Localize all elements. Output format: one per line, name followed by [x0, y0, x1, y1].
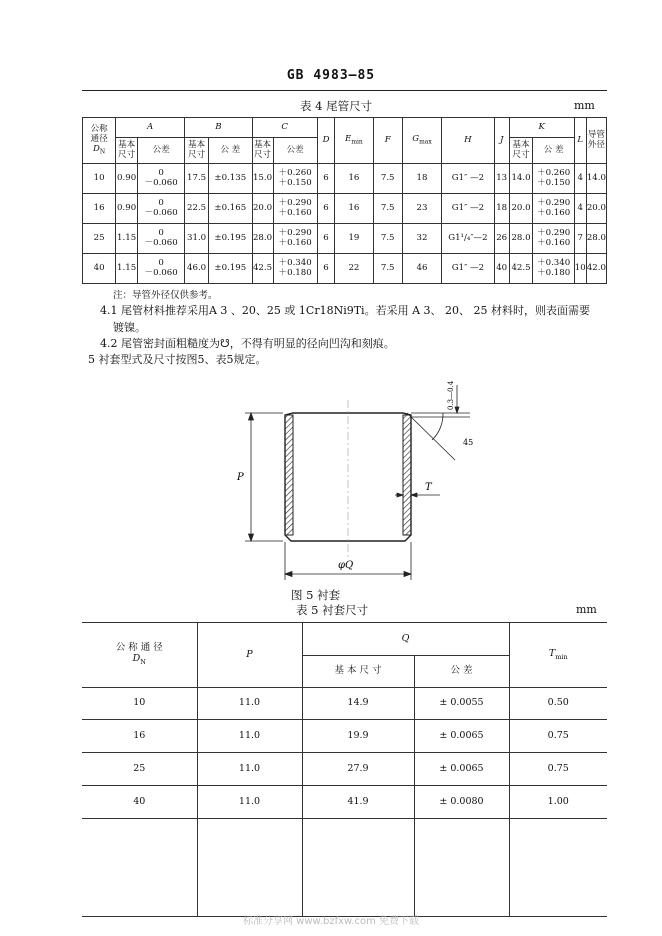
t5-hdr-t: $T_{min}$	[509, 623, 607, 688]
cell-a-tol: 0 －0.060	[138, 194, 185, 224]
table-row	[82, 786, 607, 819]
sub-a-basic: 基本 尺寸	[116, 138, 138, 164]
cell-h: G1¹/₄″—2	[442, 224, 495, 254]
cell-b-tol: ±0.165	[209, 194, 253, 224]
cell-a: 1.15	[116, 224, 138, 254]
cell-t: 0.75	[509, 753, 607, 786]
cell-k-tol: ＋0.290 ＋0.160	[533, 194, 574, 224]
cell-a-tol: 0 －0.060	[138, 164, 185, 194]
hdr-j: J	[494, 118, 509, 164]
hdr-f: F	[373, 118, 402, 164]
cell-a: 0.90	[116, 164, 138, 194]
cell-e: 16	[335, 164, 373, 194]
t5-hdr-dn: 公 称 通 径 $D_N$	[82, 623, 197, 688]
table4-header-row	[83, 118, 607, 138]
cell-q: 19.9	[302, 720, 414, 753]
cell-q-tol: ± 0.0055	[414, 688, 509, 720]
cell-b: 22.5	[185, 194, 209, 224]
sub-b-tol: 公 差	[209, 138, 253, 164]
sub-k-tol: 公 差	[533, 138, 574, 164]
cell-dn: 16	[82, 720, 197, 753]
hdr-k: K	[509, 118, 574, 138]
cell-q-tol: ± 0.0065	[414, 753, 509, 786]
cell-k: 28.0	[509, 224, 533, 254]
table-row	[83, 164, 607, 194]
hdr-b: B	[185, 118, 252, 138]
cell-l: 10	[574, 254, 586, 284]
cell-og: 42.0	[586, 254, 606, 284]
cell-h: G1″ —2	[442, 254, 495, 284]
cell-c-tol: ＋0.260 ＋0.150	[273, 164, 317, 194]
cell-q: 41.9	[302, 786, 414, 819]
cell-d: 6	[317, 254, 335, 284]
hdr-a: A	[116, 118, 185, 138]
cell-p: 11.0	[197, 786, 302, 819]
cell-k: 20.0	[509, 194, 533, 224]
cell-d: 6	[317, 224, 335, 254]
cell-j: 26	[494, 224, 509, 254]
table-row	[82, 688, 607, 720]
hdr-dn: 公称 通径 $D_N$	[83, 118, 116, 164]
right-wall-section	[403, 415, 411, 535]
t5-hdr-p: P	[197, 623, 302, 688]
p-dimension	[245, 413, 283, 541]
hdr-e: $E_{min}$	[335, 118, 373, 164]
cell-a-tol: 0 －0.060	[138, 254, 185, 284]
cell-p: 11.0	[197, 688, 302, 720]
cell-dn: 16	[83, 194, 116, 224]
cell-l: 4	[574, 194, 586, 224]
q-label: φQ	[338, 560, 354, 571]
cell-j: 40	[494, 254, 509, 284]
table5-blank-row	[82, 819, 607, 917]
cell-k-tol: ＋0.290 ＋0.160	[533, 224, 574, 254]
cell-l: 7	[574, 224, 586, 254]
cell-c-tol: ＋0.290 ＋0.160	[273, 224, 317, 254]
cell-q: 14.9	[302, 688, 414, 720]
cell-c: 42.5	[252, 254, 273, 284]
t-label: T	[425, 482, 432, 493]
figure5-caption: 图 5 衬套	[291, 588, 341, 602]
cell-c: 28.0	[252, 224, 273, 254]
cell-j: 18	[494, 194, 509, 224]
cell-q-tol: ± 0.0080	[414, 786, 509, 819]
cell-a-tol: 0 －0.060	[138, 224, 185, 254]
cell-k: 42.5	[509, 254, 533, 284]
cell-b-tol: ±0.135	[209, 164, 253, 194]
cell-b-tol: ±0.195	[209, 254, 253, 284]
cell-e: 19	[335, 224, 373, 254]
cell-c-tol: ＋0.290 ＋0.160	[273, 194, 317, 224]
cell-c-tol: ＋0.340 ＋0.180	[273, 254, 317, 284]
sub-c-tol: 公差	[273, 138, 317, 164]
cell-g: 23	[402, 194, 441, 224]
hdr-d: D	[317, 118, 335, 164]
cell-l: 4	[574, 164, 586, 194]
cell-f: 7.5	[373, 164, 402, 194]
table-row	[83, 254, 607, 284]
cell-k: 14.0	[509, 164, 533, 194]
sub-k-basic: 基本 尺寸	[509, 138, 533, 164]
t5-sub-tol: 公 差	[414, 656, 509, 688]
cell-j: 13	[494, 164, 509, 194]
angle-label: 45	[463, 438, 474, 447]
cell-f: 7.5	[373, 254, 402, 284]
header-rule	[82, 90, 607, 91]
cell-a: 0.90	[116, 194, 138, 224]
para-4-1: 4.1 尾管材料推荐采用A 3 、20、25 或 1Cr18Ni9Ti。若采用 A 3、 20、 25 材料时，则表面需要	[100, 304, 590, 317]
table-row	[83, 194, 607, 224]
cell-f: 7.5	[373, 224, 402, 254]
cell-p: 11.0	[197, 753, 302, 786]
cell-t: 0.75	[509, 720, 607, 753]
cell-h: G1″ —2	[442, 164, 495, 194]
cell-h: G1″ —2	[442, 194, 495, 224]
table5-caption: 表 5 衬套尺寸	[296, 603, 369, 617]
chamfer-label: 0.3—0.4	[447, 380, 455, 410]
cell-og: 28.0	[586, 224, 606, 254]
cell-g: 46	[402, 254, 441, 284]
table-row	[82, 753, 607, 786]
cell-og: 14.0	[586, 164, 606, 194]
cell-e: 16	[335, 194, 373, 224]
table-row	[83, 224, 607, 254]
table4	[82, 117, 607, 284]
cell-g: 32	[402, 224, 441, 254]
cell-e: 22	[335, 254, 373, 284]
chamfer-dimension	[407, 385, 470, 460]
cell-f: 7.5	[373, 194, 402, 224]
cell-dn: 40	[83, 254, 116, 284]
cell-d: 6	[317, 164, 335, 194]
table5	[82, 622, 607, 917]
watermark-footer: 标准分享网 www.bzfxw.com 免费下载	[243, 916, 419, 927]
hdr-g: $G_{max}$	[402, 118, 441, 164]
cell-p: 11.0	[197, 720, 302, 753]
table4-note: 注：导管外径仅供参考。	[113, 290, 218, 301]
hdr-h: H	[442, 118, 495, 164]
t5-hdr-q: Q	[302, 623, 509, 656]
sub-c-basic: 基本 尺寸	[252, 138, 273, 164]
table4-unit: mm	[574, 99, 595, 112]
left-wall-section	[285, 415, 293, 535]
table-row	[82, 720, 607, 753]
cell-q-tol: ± 0.0065	[414, 720, 509, 753]
cell-dn: 10	[82, 688, 197, 720]
table5-unit: mm	[576, 603, 597, 616]
hdr-l: L	[574, 118, 586, 164]
cell-dn: 25	[83, 224, 116, 254]
cell-dn: 10	[83, 164, 116, 194]
para-4-2: 4.2 尾管密封面粗糙度为☋，不得有明显的径向凹沟和刻痕。	[100, 337, 395, 350]
p-label: P	[237, 472, 244, 483]
cell-g: 18	[402, 164, 441, 194]
cell-k-tol: ＋0.340 ＋0.180	[533, 254, 574, 284]
cell-b: 31.0	[185, 224, 209, 254]
document-header: GB 4983—85	[286, 68, 376, 83]
cell-c: 15.0	[252, 164, 273, 194]
cell-og: 20.0	[586, 194, 606, 224]
cell-b: 46.0	[185, 254, 209, 284]
cell-q: 27.9	[302, 753, 414, 786]
cell-c: 20.0	[252, 194, 273, 224]
cell-dn: 25	[82, 753, 197, 786]
cell-b-tol: ±0.195	[209, 224, 253, 254]
cell-a: 1.15	[116, 254, 138, 284]
hdr-c: C	[252, 118, 317, 138]
table5-header-row	[82, 623, 607, 656]
bushing-drawing	[225, 370, 485, 585]
hdr-og: 导管 外径	[586, 118, 606, 164]
cell-t: 0.50	[509, 688, 607, 720]
cell-d: 6	[317, 194, 335, 224]
cell-k-tol: ＋0.260 ＋0.150	[533, 164, 574, 194]
t-dimension	[395, 493, 440, 497]
sub-a-tol: 公差	[138, 138, 185, 164]
cell-b: 17.5	[185, 164, 209, 194]
cell-dn: 40	[82, 786, 197, 819]
t5-sub-basic: 基 本 尺 寸	[302, 656, 414, 688]
para-4-1-cont: 镀镍。	[113, 321, 146, 334]
table4-caption: 表 4 尾管尺寸	[300, 99, 373, 113]
sub-b-basic: 基本 尺寸	[185, 138, 209, 164]
para-5: 5 衬套型式及尺寸按图5、表5规定。	[88, 353, 267, 366]
cell-t: 1.00	[509, 786, 607, 819]
